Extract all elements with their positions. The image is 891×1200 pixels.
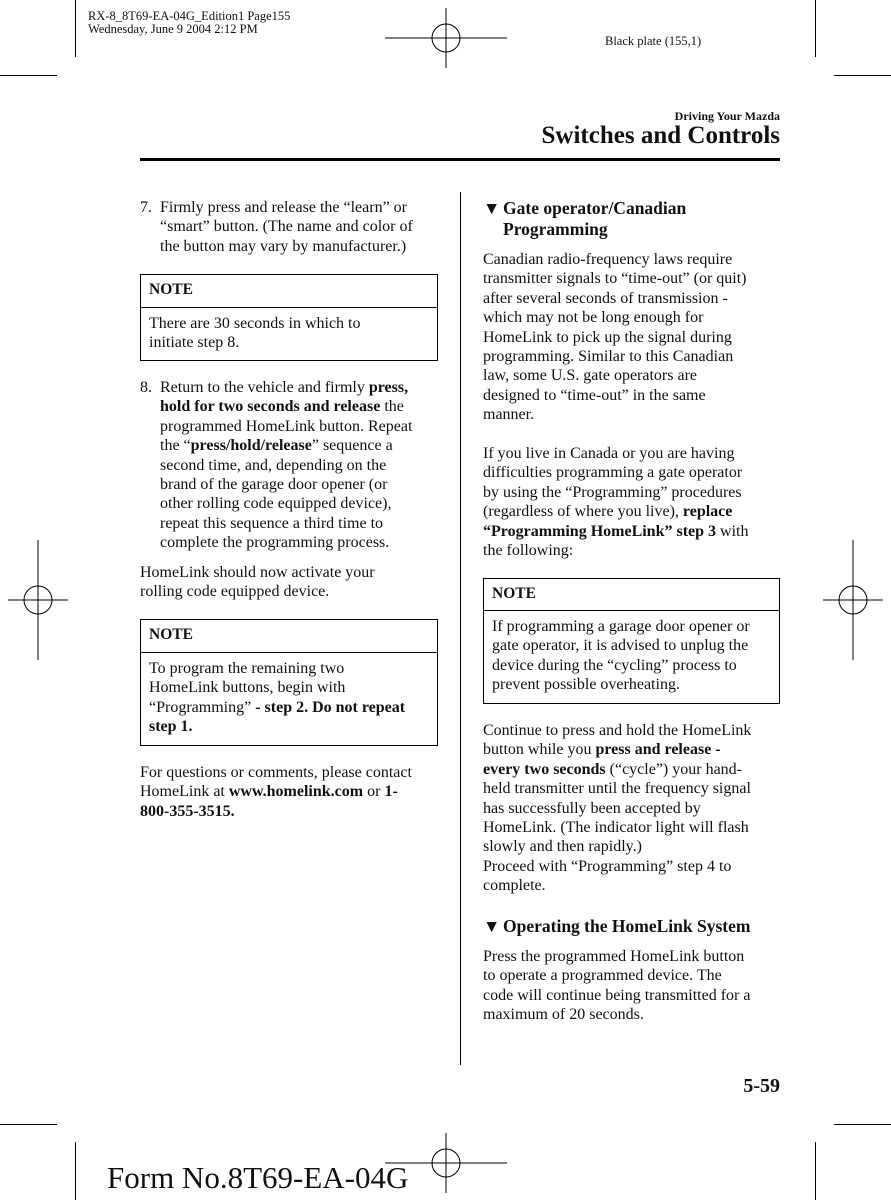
- print-meta-date: Wednesday, June 9 2004 2:12 PM: [88, 22, 258, 36]
- step-text: Return to the vehicle and firmly press, hold for two seconds and release the programmed HomeLink button. Repeat the “press/hold/release” sequence a second time, and, depending on the brand of the garage door opener (or other rolling code equipped device), repeat this sequence a third time to complete the programming process.: [160, 379, 413, 552]
- step-number: 8.: [140, 379, 152, 396]
- note-box: [483, 578, 780, 704]
- registration-mark-left: [8, 540, 68, 660]
- cycling-paragraph: Continue to press and hold the HomeLink button while you press and release - every two seconds (“cycle”) your hand- held transmitter until the frequency signal has successfully been accepted by HomeLink. (The indicator light will flash slowly and then rapidly.) Proceed with “Programming” step 4 to complete.: [483, 722, 752, 895]
- section-label: Driving Your Mazda: [674, 109, 780, 123]
- registration-mark-right: [823, 540, 883, 660]
- column-divider: [460, 192, 461, 1065]
- step-number: 7.: [140, 199, 152, 216]
- note-text: To program the remaining two HomeLink buttons, begin with “Programming” - step 2. Do not repeat step 1.: [149, 660, 406, 736]
- print-meta-file: RX-8_8T69-EA-04G_Edition1 Page155: [88, 9, 291, 23]
- activation-paragraph: HomeLink should now activate your rolling code equipped device.: [140, 564, 375, 601]
- contact-paragraph: For questions or comments, please contact HomeLink at www.homelink.com or 1- 800-355-3515.: [140, 764, 412, 820]
- note-label: NOTE: [484, 579, 779, 611]
- form-number: Form No.8T69-EA-04G: [107, 1160, 409, 1195]
- website-link: www.homelink.com: [228, 783, 364, 801]
- phone-number: 800-355-3515.: [140, 802, 235, 820]
- note-label: NOTE: [141, 275, 437, 308]
- note-label: NOTE: [141, 620, 437, 653]
- note-box: [140, 274, 438, 361]
- note-text: There are 30 seconds in which to initiate step 8.: [149, 315, 361, 352]
- canada-instructions-paragraph: If you live in Canada or you are having difficulties programming a gate operator by using the “Programming” procedures (regardless of where you live), replace “Programming HomeLink” step 3 with the following:: [483, 445, 749, 560]
- print-meta-plate: Black plate (155,1): [605, 34, 702, 48]
- page-title: Switches and Controls: [541, 122, 780, 149]
- note-text: If programming a garage door opener or gate operator, it is advised to unplug the device during the “cycling” process to prevent possible overheating.: [492, 618, 750, 694]
- step-text: Firmly press and release the “learn” or “smart” button. (The name and color of the button may vary by manufacturer.): [160, 199, 413, 255]
- canadian-laws-paragraph: Canadian radio-frequency laws require transmitter signals to “time-out” (or quit) after several seconds of transmission - which may not be long enough for HomeLink to pick up the signal during programming. Similar to this Canadian law, some U.S. gate operators are designed to “time-out” in the same manner.: [483, 251, 747, 424]
- header-rule: [140, 158, 780, 161]
- note-box: [140, 619, 438, 746]
- triangle-marker-icon: ▼: [483, 198, 501, 218]
- operating-paragraph: Press the programmed HomeLink button to operate a programmed device. The code will continue being transmitted for a maximum of 20 seconds.: [483, 948, 751, 1024]
- triangle-marker-icon: ▼: [483, 916, 501, 936]
- page-number: 5-59: [743, 1075, 780, 1097]
- registration-mark-top: [385, 8, 507, 68]
